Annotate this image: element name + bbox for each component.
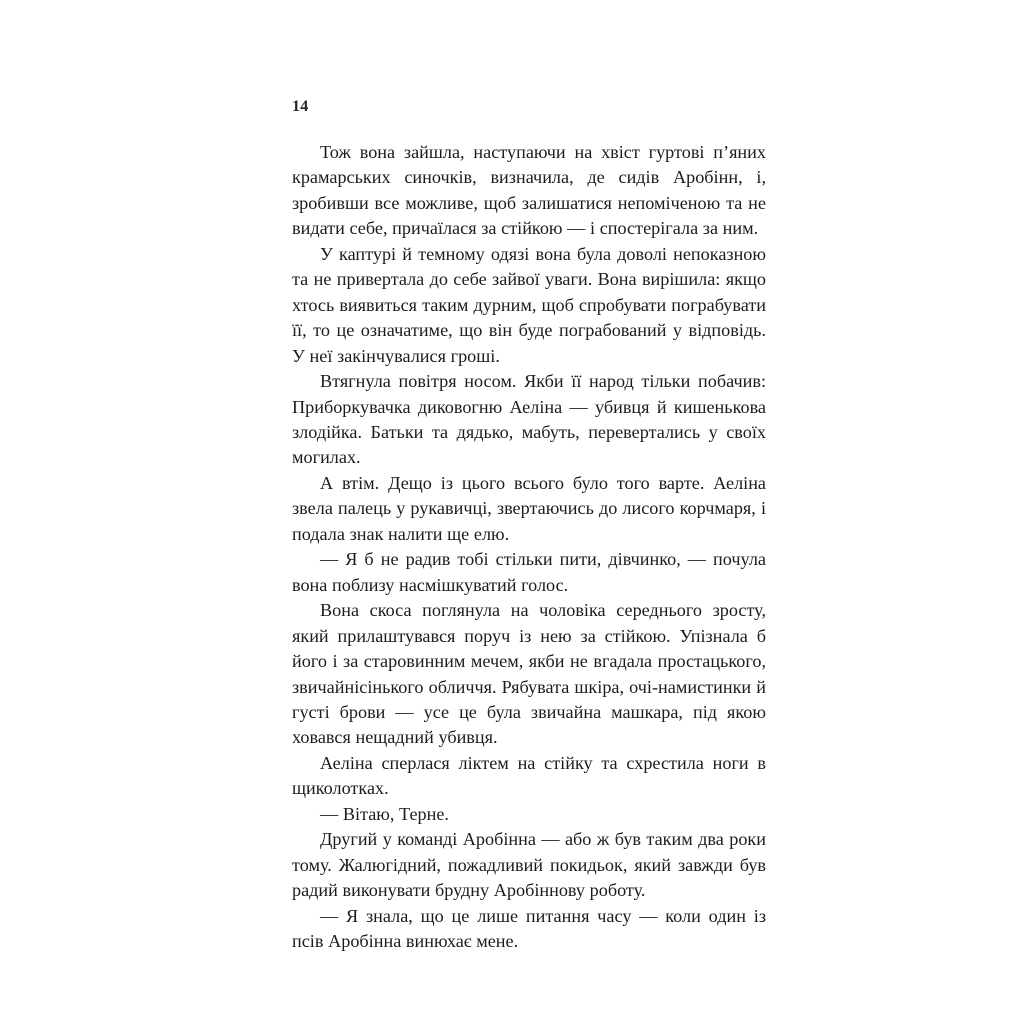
paragraph: Тож вона зайшла, наступаючи на хвіст гуртові п’яних крамарських синочків, визначила, де сидів Аробінн, і, зробивши все можливе, щоб залишатися непоміченою та не видати себе, причаїлася за стійкою — і спостерігала за ним. — [292, 142, 766, 239]
page-number: 14 — [292, 98, 309, 115]
paragraph: Другий у команді Аробінна — або ж був таким два роки тому. Жалюгідний, пожадливий покидьок, який завжди був радий виконувати брудну Аробіннову роботу. — [292, 829, 766, 901]
paragraph: У каптурі й темному одязі вона була доволі непоказною та не привертала до себе зайвої уваги. Вона вирішила: якщо хтось виявиться таким дурним, щоб спробувати пограбувати її, то це означатиме, що він буде пограбований у відповідь. У неї закінчувалися гроші. — [292, 243, 766, 366]
paragraph: Вона скоса поглянула на чоловіка середнього зросту, який прилаштувався поруч із нею за стійкою. Упізнала б його і за старовинним мечем, якби не вгадала простацького, звичайнісінького обличчя. Рябувата шкіра, очі-намистинки й густі брови — усе це була звичайна машкара, під якою ховався нещадний убивця. — [292, 600, 766, 748]
body-text-block — [292, 140, 766, 955]
paragraph: А втім. Дещо із цього всього було того варте. Аеліна звела палець у рукавичці, звертаючись до лисого корчмаря, і подала знак налити ще елю. — [292, 472, 766, 544]
paragraph: Аеліна сперлася ліктем на стійку та схрестила ноги в щиколотках. — [292, 752, 766, 799]
dialogue-paragraph: — Я б не радив тобі стільки пити, дівчинко, — почула вона поблизу насмішкуватий голос. — [292, 549, 766, 595]
dialogue-paragraph: — Я знала, що це лише питання часу — коли один із псів Аробінна винюхає мене. — [292, 905, 766, 952]
paragraph: Втягнула повітря носом. Якби її народ тільки побачив: Приборкувачка диковогню Аеліна — убивця й кишенькова злодійка. Батьки та дядько, мабуть, перевертались у своїх могилах. — [292, 371, 766, 468]
dialogue-paragraph: — Вітаю, Терне. — [320, 803, 449, 824]
